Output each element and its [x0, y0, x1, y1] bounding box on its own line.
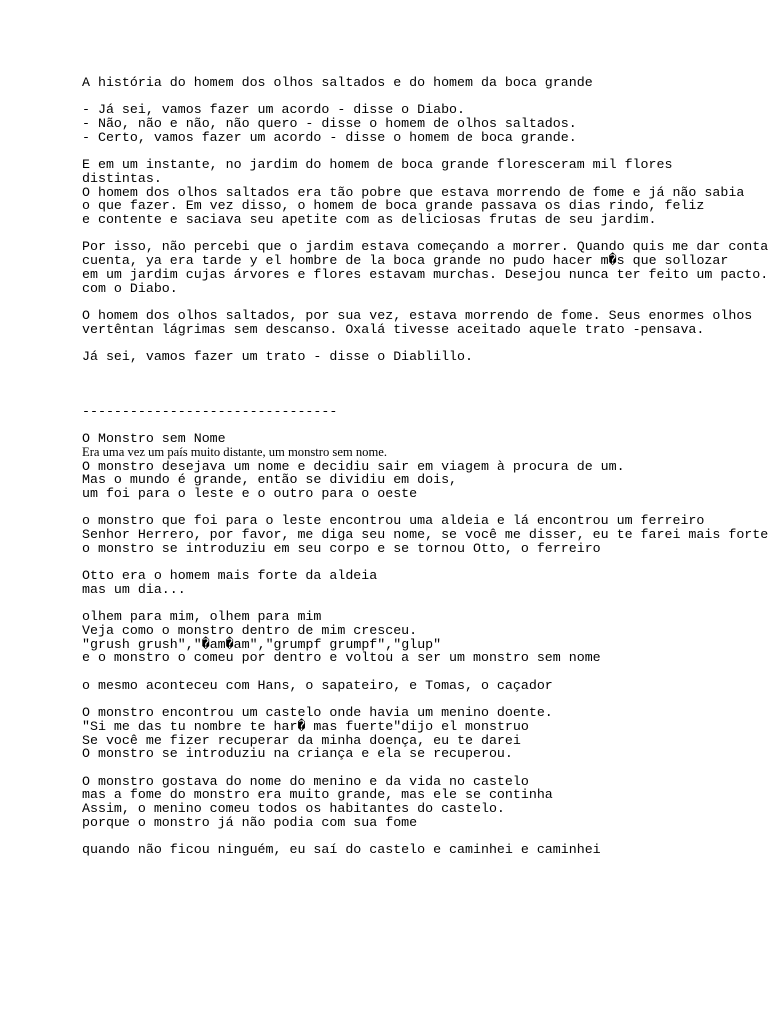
text-line — [82, 665, 762, 679]
text-line: O homem dos olhos saltados era tão pobre que estava morrendo de fome e já não sabia — [82, 184, 745, 200]
text-line: O homem dos olhos saltados, por sua vez, estava morrendo de fome. Seus enormes olhos — [82, 307, 753, 323]
text-line: - Não, não e não, não quero - disse o homem de olhos saltados. — [82, 116, 577, 132]
text-line: A história do homem dos olhos saltados e do homem da boca grande — [82, 75, 593, 90]
text-line — [82, 295, 762, 309]
text-line — [82, 597, 762, 611]
text-line — [82, 555, 762, 569]
document-page — [82, 75, 768, 858]
text-line: -------------------------------- — [82, 403, 338, 419]
text-line: o mesmo aconteceu com Hans, o sapateiro, e Tomas, o caçador — [82, 677, 553, 693]
text-line: Veja como o monstro dentro de mim cresceu. — [82, 622, 418, 638]
text-line: - Certo, vamos fazer um acordo - disse o homem de boca grande. — [82, 129, 577, 145]
text-line: "grush grush","�am�am","grumpf grumpf","glup" — [82, 636, 442, 652]
text-line: O monstro gostava do nome do menino e da vida no castelo — [82, 773, 529, 789]
text-line: olhem para mim, olhem para mim — [82, 609, 322, 625]
text-line: O monstro se introduziu na criança e ela se recuperou. — [82, 746, 513, 762]
text-line — [82, 761, 762, 775]
text-line: Já sei, vamos fazer um trato - disse o Diablillo. — [82, 348, 473, 364]
text-line: vertêntan lágrimas sem descanso. Oxalá tivesse aceitado aquele trato -pensava. — [82, 321, 705, 337]
text-line: em um jardim cujas árvores e flores estavam murchas. Desejou nunca ter feito um pacto. — [82, 266, 768, 282]
text-line: distintas. — [82, 170, 162, 186]
text-line — [82, 692, 762, 706]
text-line — [82, 829, 762, 843]
text-line — [82, 227, 762, 241]
text-line — [82, 145, 762, 159]
text-line: "Si me das tu nombre te har� mas fuerte"dijo el monstruo — [82, 718, 529, 734]
text-line: e contente e saciava seu apetite com as deliciosas frutas de seu jardim. — [82, 212, 657, 227]
text-line: com o Diabo. — [82, 280, 178, 296]
text-line: Senhor Herrero, por favor, me diga seu nome, se você me disser, eu te farei mais forte — [82, 527, 768, 543]
text-line: um foi para o leste e o outro para o oeste — [82, 485, 418, 501]
text-line — [82, 90, 762, 104]
text-line: Por isso, não percebi que o jardim estava começando a morrer. Quando quis me dar conta — [82, 239, 768, 255]
text-line: o que fazer. Em vez disso, o homem de boca grande passava os dias rindo, feliz — [82, 198, 705, 214]
text-line: O monstro encontrou um castelo onde havia um menino doente. — [82, 705, 553, 721]
text-line: Mas o mundo é grande, então se dividiu em dois, — [82, 472, 458, 488]
text-line — [82, 418, 762, 432]
text-line: O monstro desejava um nome e decidiu sair em viagem à procura de um. — [82, 458, 625, 474]
text-line — [82, 336, 762, 350]
text-line: Se você me fizer recuperar da minha doença, eu te darei — [82, 732, 521, 748]
text-line: o monstro se introduziu em seu corpo e se tornou Otto, o ferreiro — [82, 540, 601, 556]
text-line: mas um dia... — [82, 581, 186, 597]
text-line: o monstro que foi para o leste encontrou uma aldeia e lá encontrou um ferreiro — [82, 513, 705, 529]
text-line: Assim, o menino comeu todos os habitantes do castelo. — [82, 801, 505, 817]
text-line — [82, 364, 762, 378]
text-line: E em um instante, no jardim do homem de boca grande floresceram mil flores — [82, 157, 673, 173]
text-line: mas a fome do monstro era muito grande, mas ele se continha — [82, 787, 553, 803]
text-line: e o monstro o comeu por dentro e voltou a ser um monstro sem nome — [82, 650, 601, 666]
text-line: Otto era o homem mais forte da aldeia — [82, 568, 378, 584]
text-line: O Monstro sem Nome — [82, 431, 226, 447]
text-line: cuenta, ya era tarde y el hombre de la boca grande no pudo hacer m�s que sollozar — [82, 253, 729, 269]
text-line: porque o monstro já não podia com sua fome — [82, 814, 418, 830]
text-line — [82, 377, 762, 391]
text-line — [82, 501, 762, 515]
text-line: quando não ficou ninguém, eu saí do castelo e caminhei e caminhei — [82, 842, 601, 858]
text-line — [82, 391, 762, 405]
document-text — [82, 75, 768, 858]
serif-intro-line: Era uma vez um país muito distante, um monstro sem nome. — [82, 444, 387, 459]
text-line: - Já sei, vamos fazer um acordo - disse o Diabo. — [82, 102, 466, 118]
